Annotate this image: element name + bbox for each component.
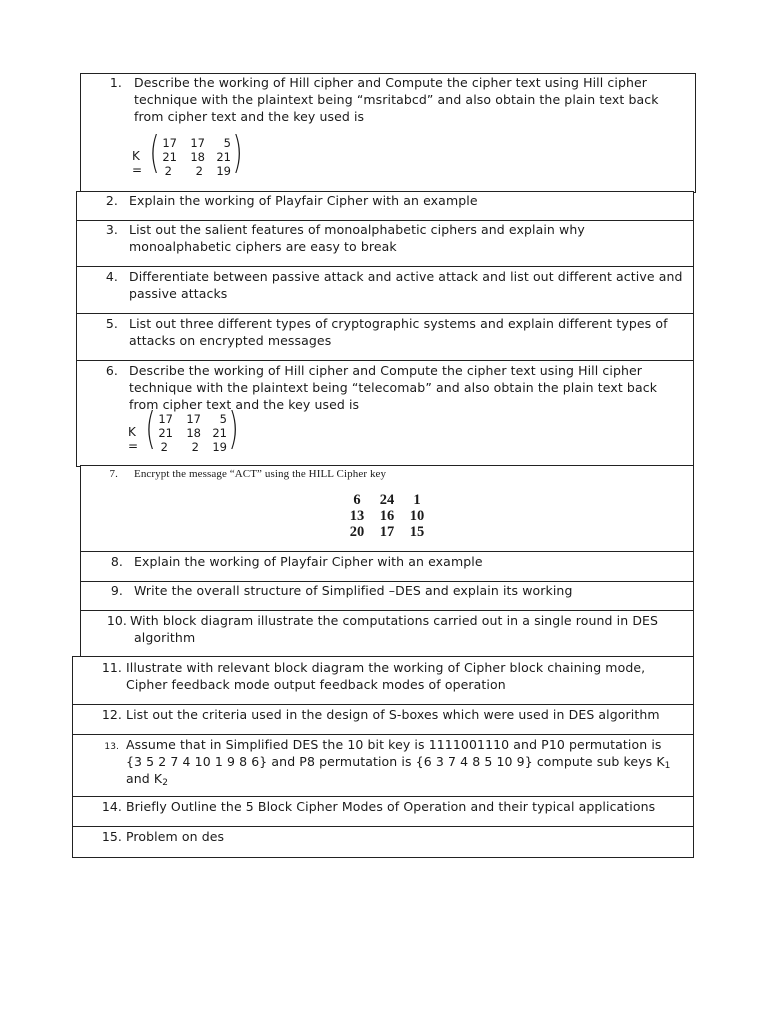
- matrix-cell: 16: [379, 508, 395, 524]
- matrix-cell: 10: [409, 508, 425, 524]
- matrix-cell: 6: [353, 492, 361, 508]
- question-text-line: Problem on des: [126, 829, 225, 844]
- matrix-cell: 21: [216, 150, 231, 164]
- question-number: 2.: [105, 193, 118, 208]
- question-text-line: from cipher text and the key used is: [129, 397, 360, 412]
- question-number: 8.: [110, 554, 123, 569]
- question-number: 3.: [105, 222, 118, 237]
- question-text-line: Briefly Outline the 5 Block Cipher Modes of Operation and their typical applications: [126, 799, 656, 814]
- question-text-line: Write the overall structure of Simplified –DES and explain its working: [134, 583, 573, 598]
- question-number: 11.: [101, 660, 122, 675]
- question-text-line: Illustrate with relevant block diagram the working of Cipher block chaining mode,: [126, 660, 646, 675]
- matrix-cell: 1: [413, 492, 421, 508]
- question-number: 14.: [101, 799, 122, 814]
- matrix-cell: 13: [349, 508, 365, 524]
- question-text-line: Cipher feedback mode output feedback modes of operation: [126, 677, 506, 692]
- matrix-cell: 24: [379, 492, 395, 508]
- question-text-line: List out three different types of cryptographic systems and explain different types of: [129, 316, 668, 331]
- matrix-cell: 21: [162, 150, 177, 164]
- matrix-cell: 18: [186, 426, 201, 440]
- matrix-label: K =: [132, 149, 143, 177]
- question-number: 9.: [110, 583, 123, 598]
- question-text-line: and $K_2$: [126, 771, 169, 788]
- question-text-line: algorithm: [134, 630, 196, 645]
- matrix-cell: 17: [162, 136, 177, 150]
- matrix-left-paren: (: [149, 127, 160, 178]
- question-text-line: technique with the plaintext being “msritabcd” and also obtain the plain text back: [134, 92, 659, 107]
- matrix-cell: 2: [164, 164, 172, 178]
- question-text-line: Describe the working of Hill cipher and Compute the cipher text using Hill cipher: [129, 363, 643, 378]
- question-text-line: Describe the working of Hill cipher and Compute the cipher text using Hill cipher: [134, 75, 648, 90]
- question-number: 5.: [105, 316, 118, 331]
- question-text-line: List out the criteria used in the design of S-boxes which were used in DES algorithm: [126, 707, 660, 722]
- question-number: 15.: [101, 829, 122, 844]
- matrix-cell: 17: [379, 524, 395, 540]
- question-text-line: attacks on encrypted messages: [129, 333, 332, 348]
- matrix-cell: 5: [219, 412, 227, 426]
- question-number: 7.: [109, 468, 118, 480]
- matrix-cell: 2: [195, 164, 203, 178]
- matrix-cell: 17: [190, 136, 205, 150]
- question-number: 12.: [101, 707, 122, 722]
- matrix-cell: 15: [409, 524, 425, 540]
- matrix-cell: 17: [158, 412, 173, 426]
- subscript: 2: [162, 778, 169, 788]
- matrix-cell: 2: [191, 440, 199, 454]
- matrix-cell: 20: [349, 524, 365, 540]
- question-text-line: technique with the plaintext being “telecomab” and also obtain the plain text back: [129, 380, 658, 395]
- matrix-right-paren: ): [232, 127, 243, 178]
- question-number: 4.: [105, 269, 118, 284]
- matrix-cell: 19: [212, 440, 227, 454]
- question-text-line: {3 5 2 7 4 10 1 9 8 6} and P8 permutation is {6 3 7 4 8 5 10 9} compute sub keys $K_1$: [126, 754, 671, 771]
- question-number: 10.: [106, 613, 127, 628]
- question-text-line: With block diagram illustrate the computations carried out in a single round in DES: [130, 613, 659, 628]
- matrix-cell: 19: [216, 164, 231, 178]
- question-text-line: List out the salient features of monoalphabetic ciphers and explain why: [129, 222, 585, 237]
- question-text-line: monoalphabetic ciphers are easy to break: [129, 239, 397, 254]
- matrix-cell: 2: [160, 440, 168, 454]
- question-number: 1.: [109, 75, 122, 90]
- question-number: 13.: [104, 742, 119, 752]
- question-text-line: from cipher text and the key used is: [134, 109, 365, 124]
- matrix-left-paren: (: [145, 403, 156, 454]
- question-text-line: Differentiate between passive attack and active attack and list out different active and: [129, 269, 683, 284]
- matrix-cell: 21: [158, 426, 173, 440]
- question-text-line: passive attacks: [129, 286, 228, 301]
- matrix-right-paren: ): [228, 403, 239, 454]
- question-text-line: Explain the working of Playfair Cipher with an example: [129, 193, 478, 208]
- question-text-line: Explain the working of Playfair Cipher with an example: [134, 554, 483, 569]
- matrix-cell: 21: [212, 426, 227, 440]
- question-number: 6.: [105, 363, 118, 378]
- matrix-cell: 5: [223, 136, 231, 150]
- subscript: 1: [664, 761, 671, 771]
- matrix-cell: 17: [186, 412, 201, 426]
- question-text-line: Encrypt the message “ACT” using the HILL Cipher key: [134, 468, 387, 480]
- matrix-cell: 18: [190, 150, 205, 164]
- matrix-label: K =: [128, 425, 139, 453]
- question-text-line: Assume that in Simplified DES the 10 bit key is 1111001110 and P10 permutation is: [126, 737, 662, 752]
